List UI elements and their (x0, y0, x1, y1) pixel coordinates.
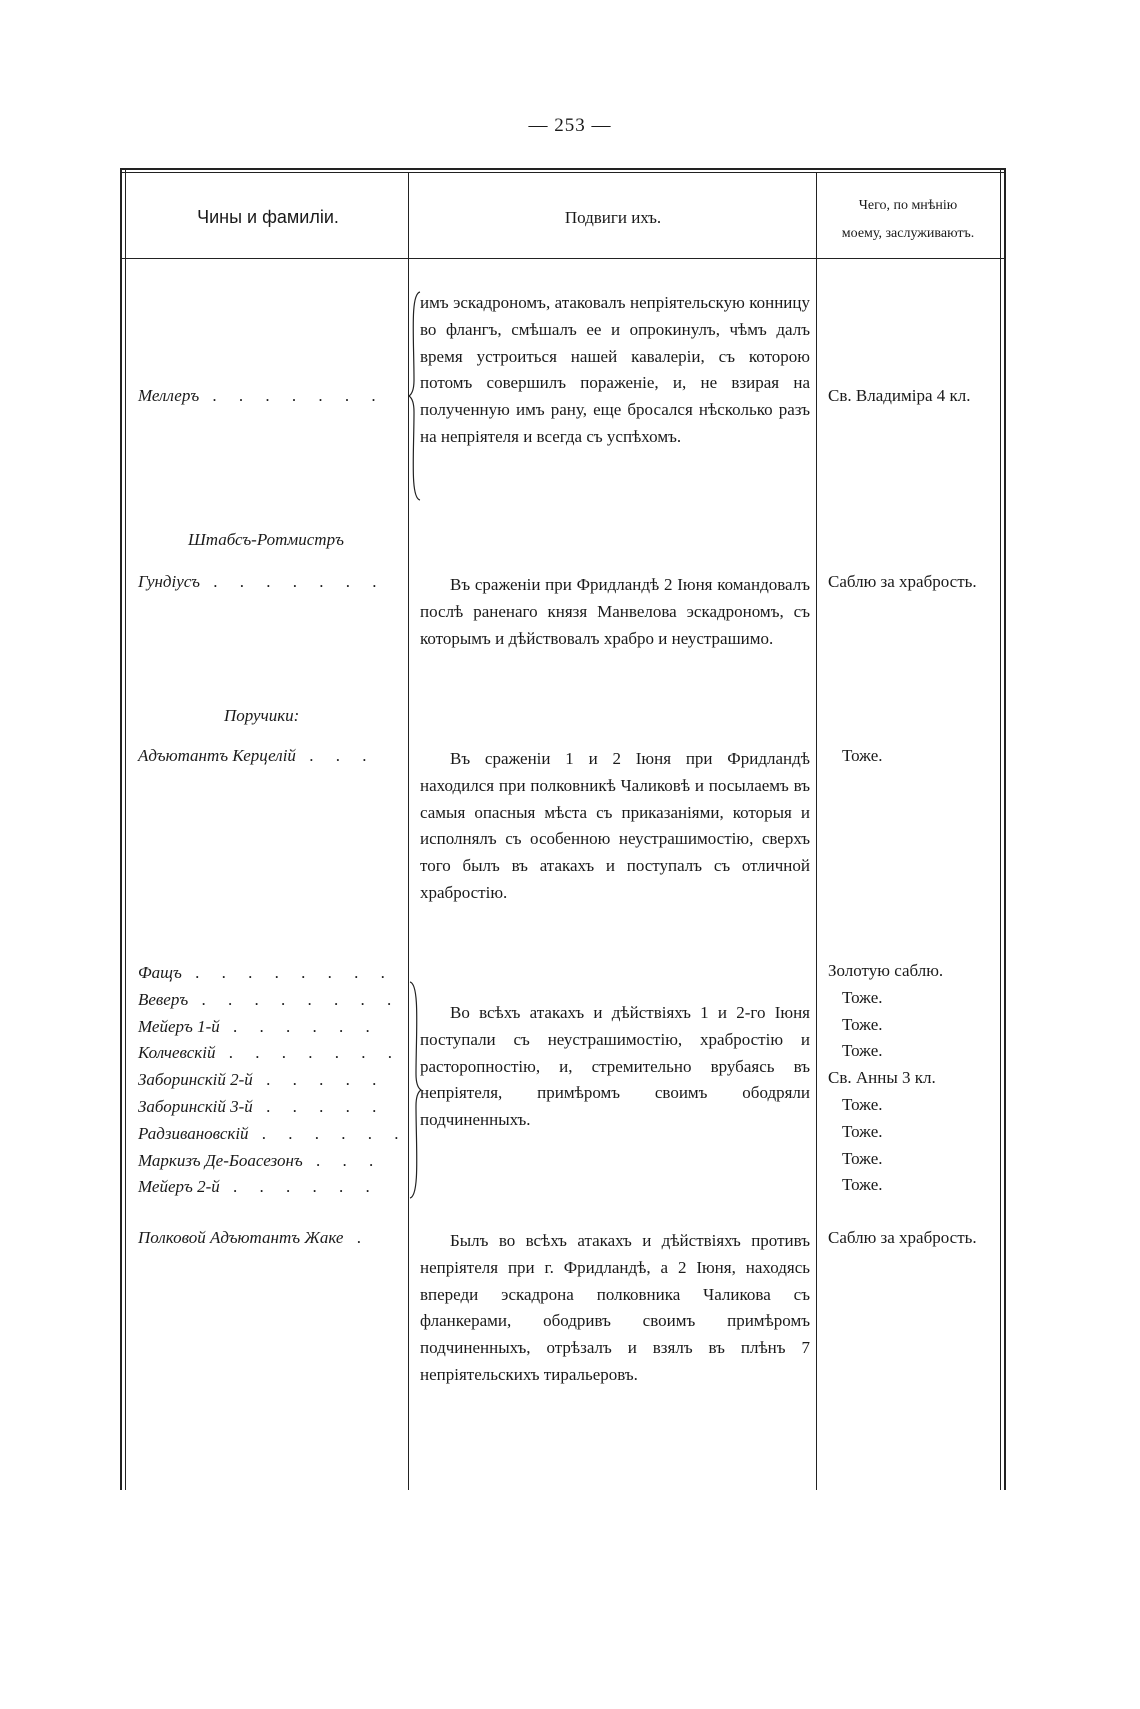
list-item: Колчевскій . . . . . . . (138, 1043, 401, 1063)
award: Св. Владиміра 4 кл. (828, 386, 971, 405)
entry-name: Гундіусъ . . . . . . . (138, 572, 386, 591)
group-names-list (138, 960, 408, 1201)
header-deeds: Подвиги ихъ. (564, 207, 662, 227)
list-item: Мейеръ 2-й . . . . . . (138, 1177, 379, 1197)
deed-paragraph: Во всѣхъ атакахъ и дѣйствіяхъ 1 и 2-го Іюня поступали съ неустрашимостію, храбростію и расторопностію, и, стремительно врубаясь въ непріятеля, примѣромъ своимъ ободряли подчиненныхъ. (420, 1003, 810, 1130)
award: Саблю за храбрость. (828, 572, 977, 591)
award: Тоже. (842, 746, 883, 765)
header-awards-line2: моему, заслуживаютъ. (841, 226, 975, 241)
award: Саблю за храбрость. (828, 1228, 977, 1247)
entry-name: Адъютантъ Керцелій . . . (138, 746, 376, 765)
list-item: Заборинскій 2-й . . . . . (138, 1070, 386, 1090)
entry-name: Меллеръ . . . . . . . (138, 386, 385, 405)
deed-paragraph: имъ эскадрономъ, атаковалъ непріятельскую конницу во флангъ, смѣшалъ ее и опрокинулъ, чѣмъ далъ время устроиться нашей кавалеріи, съ которою потомъ совершилъ пораженіе, и, не взирая на полученную имъ рану, еще бросался нѣсколько разъ на непріятеля и всегда съ успѣхомъ. (420, 293, 810, 446)
list-item: Фащъ . . . . . . . . (138, 963, 394, 982)
list-item: Тоже. (842, 1148, 883, 1168)
deed-paragraph: Былъ во всѣхъ атакахъ и дѣйствіяхъ противъ непріятеля при г. Фридландѣ, а 2 Іюня, находясь впереди эскадрона полковника Чаликова съ фланкерами, ободривъ своимъ примѣромъ подчиненныхъ, отрѣзалъ и взялъ въ плѣнъ 7 непріятельскихъ тиральеровъ. (420, 1231, 810, 1384)
header-awards-line1: Чего, по мнѣнію (858, 198, 958, 213)
page-number: — 253 — (528, 115, 612, 136)
list-item: Тоже. (842, 1041, 883, 1061)
list-item: Тоже. (842, 1121, 883, 1141)
name-text: Меллеръ (138, 386, 200, 405)
list-item: Радзивановскій . . . . . . (138, 1123, 408, 1143)
header-awards (818, 180, 998, 260)
list-item: Тоже. (842, 987, 883, 1007)
list-item: Маркизъ Де-Боасезонъ . . . (138, 1150, 383, 1170)
name-text: Полковой Адъютантъ Жаке (138, 1228, 344, 1247)
list-item: Св. Анны 3 кл. (828, 1068, 936, 1088)
deed-text (420, 290, 810, 451)
list-item: Заборинскій 3-й . . . . . (138, 1096, 386, 1116)
list-item: Мейеръ 1-й . . . . . . (138, 1016, 379, 1036)
deed-text (420, 572, 810, 652)
entry-name: Полковой Адъютантъ Жаке . (138, 1228, 370, 1247)
deed-text (420, 1000, 810, 1134)
list-item: Золотую саблю. (828, 961, 944, 980)
list-item: Тоже. (842, 1014, 883, 1034)
header-names: Чины и фамиліи. (197, 207, 339, 227)
group-awards-list (828, 958, 943, 1199)
name-text: Адъютантъ Керцелій (138, 746, 296, 765)
deed-paragraph: Въ сраженіи при Фридландѣ 2 Іюня командовалъ послѣ раненаго князя Манвелова эскадрономъ, съ которымъ и дѣйствовалъ храбро и неустрашимо. (420, 575, 810, 648)
rank-heading: Поручики: (224, 706, 300, 725)
list-item: Веверъ . . . . . . . . (138, 989, 401, 1009)
rank-heading: Штабсъ-Ротмистръ (188, 530, 344, 549)
deed-text (420, 1228, 810, 1389)
list-item: Тоже. (842, 1094, 883, 1114)
name-text: Гундіусъ (138, 572, 200, 591)
deed-text (420, 746, 810, 907)
list-item: Тоже. (842, 1175, 883, 1195)
deed-paragraph: Въ сраженіи 1 и 2 Іюня при Фридландѣ находился при полковникѣ Чаликовѣ и посылаемъ въ самыя опасныя мѣста съ приказаніями, которыя и исполнялъ съ особенною неустрашимостію, сверхъ того былъ въ атакахъ и поступалъ съ отличной храбростію. (420, 749, 810, 902)
